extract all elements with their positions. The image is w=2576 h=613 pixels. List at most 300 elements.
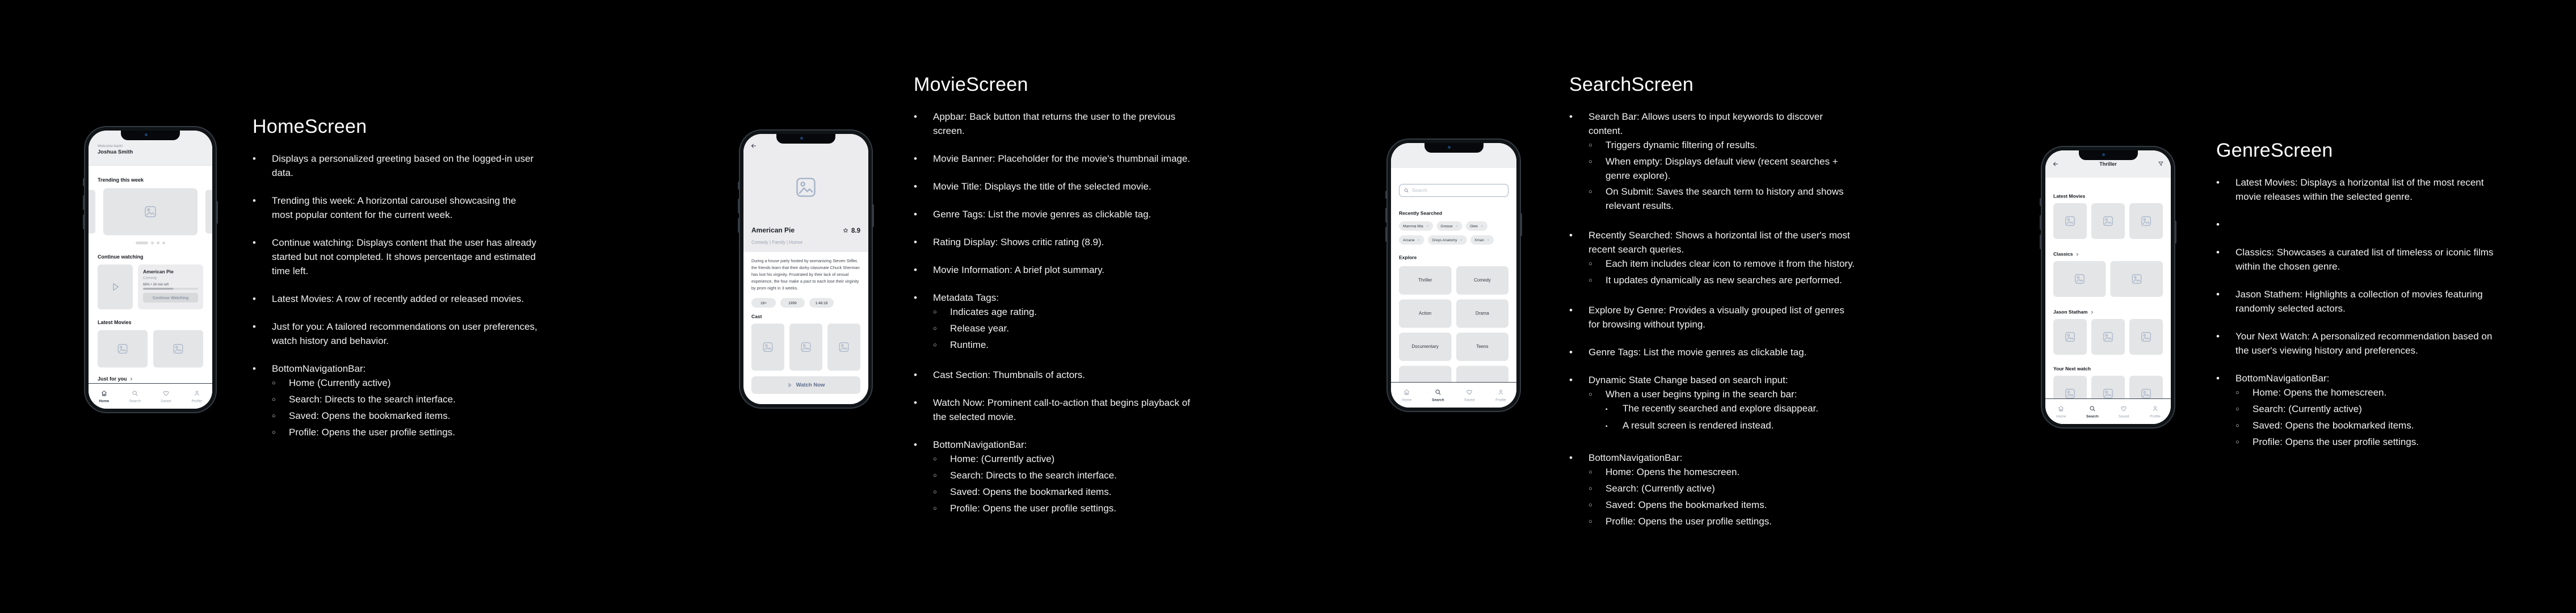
heart-icon bbox=[162, 389, 170, 397]
movie-banner bbox=[743, 134, 868, 252]
chip-label: Arcane bbox=[1403, 238, 1415, 242]
bullet-marker: ○ bbox=[2235, 422, 2239, 429]
bullet-text: Dynamic State Change based on search input: bbox=[1589, 375, 1788, 385]
continue-watching-row bbox=[98, 264, 203, 309]
bullet-item bbox=[914, 110, 1200, 138]
trending-heading: Trending this week bbox=[98, 177, 144, 183]
bullet-text: Indicates age rating. bbox=[950, 306, 1037, 317]
row-label: Your Next watch bbox=[2053, 366, 2091, 372]
bullet-text: Genre Tags: List the movie genres as clickable tag. bbox=[1589, 347, 1807, 358]
watch-now-label: Watch Now bbox=[796, 382, 825, 388]
explore-tile-documentary[interactable] bbox=[1399, 333, 1451, 361]
bullet-marker: • bbox=[914, 292, 917, 303]
bullet-marker: • bbox=[2216, 373, 2220, 384]
carousel-dots[interactable] bbox=[89, 242, 212, 245]
movie-tile[interactable] bbox=[789, 324, 822, 371]
bullet-text: Search: Directs to the search interface. bbox=[289, 394, 456, 405]
bullet-text: Profile: Opens the user profile settings. bbox=[289, 427, 455, 438]
bullet-item bbox=[1589, 138, 1856, 153]
chevron-right-icon bbox=[2090, 310, 2094, 314]
nav-item-home[interactable] bbox=[1391, 383, 1422, 408]
bullet-text: Rating Display: Shows critic rating (8.9). bbox=[933, 237, 1104, 247]
bullet-item bbox=[272, 425, 539, 440]
nav-label: Saved bbox=[2118, 414, 2129, 418]
image-placeholder-icon bbox=[839, 342, 850, 352]
bullet-text: Trending this week: A horizontal carousel showcasing the most popular content for the current week. bbox=[272, 195, 516, 220]
spec-bullets bbox=[253, 152, 539, 442]
nav-label: Search bbox=[129, 398, 141, 403]
trending-carousel[interactable] bbox=[89, 188, 212, 236]
bullet-item bbox=[253, 194, 539, 222]
bullet-item bbox=[2216, 287, 2503, 316]
bullet-text: It updates dynamically as new searches are performed. bbox=[1606, 275, 1842, 285]
image-placeholder-icon bbox=[2141, 331, 2151, 342]
bullet-text: Latest Movies: Displays a horizontal list of the most recent movie releases within the selected genre. bbox=[2235, 177, 2484, 202]
bullet-item bbox=[914, 438, 1200, 518]
phone-screen bbox=[89, 131, 212, 409]
recent-chip-glee[interactable] bbox=[1466, 221, 1487, 231]
bullet-item bbox=[1589, 257, 1856, 271]
genre-row-tiles bbox=[2053, 261, 2163, 297]
bullet-text: BottomNavigationBar: bbox=[2235, 373, 2330, 384]
row-label: Jason Statham bbox=[2053, 309, 2088, 315]
image-placeholder-icon bbox=[2065, 331, 2075, 342]
bullet-marker: ○ bbox=[933, 489, 937, 496]
bottom-navigation-bar bbox=[1391, 382, 1516, 408]
bullet-marker: • bbox=[914, 439, 917, 450]
explore-tile-teens[interactable] bbox=[1456, 333, 1508, 361]
back-arrow-icon[interactable] bbox=[2052, 161, 2059, 167]
nav-label: Profile bbox=[191, 398, 202, 403]
bullet-marker: ○ bbox=[933, 456, 937, 463]
bullet-text: Latest Movies: A row of recently added or released movies. bbox=[272, 293, 524, 304]
bullet-marker: ○ bbox=[1589, 391, 1592, 398]
bullet-text: On Submit: Saves the search term to history and shows relevant results. bbox=[1606, 186, 1844, 211]
movie-tile[interactable] bbox=[2129, 319, 2163, 355]
bullet-marker: • bbox=[1569, 111, 1573, 122]
bullet-item bbox=[933, 468, 1200, 483]
profile-icon bbox=[193, 389, 200, 397]
bullet-text: Runtime. bbox=[950, 339, 989, 350]
bullet-text: Search: (Currently active) bbox=[1606, 483, 1715, 494]
explore-tile-action[interactable] bbox=[1399, 300, 1451, 328]
bullet-item bbox=[1606, 401, 1856, 417]
nav-label: Profile bbox=[1495, 397, 1506, 402]
nav-label: Saved bbox=[161, 398, 171, 403]
bullet-marker: • bbox=[1569, 375, 1573, 385]
just-for-you-heading[interactable] bbox=[98, 376, 203, 383]
bullet-marker: ○ bbox=[272, 413, 276, 419]
bullet-marker: • bbox=[253, 237, 256, 248]
bullet-item bbox=[1569, 345, 1856, 359]
bullet-marker: ○ bbox=[1589, 518, 1592, 525]
bullet-marker: ○ bbox=[1589, 502, 1592, 509]
bullet-item bbox=[1589, 498, 1856, 513]
nav-item-profile[interactable] bbox=[1485, 383, 1516, 408]
chip-label: Mamma Mia bbox=[1403, 224, 1423, 228]
recent-chip-greys-anatomy[interactable] bbox=[1428, 236, 1466, 245]
search-icon bbox=[1434, 388, 1442, 396]
nav-label: Home bbox=[1401, 397, 1412, 402]
clear-icon[interactable] bbox=[1480, 225, 1484, 228]
bullet-marker: ○ bbox=[272, 380, 276, 387]
genre-row-heading bbox=[2053, 366, 2163, 372]
image-placeholder-icon bbox=[2065, 388, 2075, 399]
age-rating-tag[interactable]: 18+ bbox=[751, 298, 776, 308]
filter-icon[interactable] bbox=[2158, 161, 2164, 167]
bullet-item bbox=[2235, 385, 2503, 400]
bullet-marker: • bbox=[2216, 219, 2220, 230]
movie-tile[interactable] bbox=[2053, 203, 2087, 239]
latest-movies-heading: Latest Movies bbox=[98, 320, 132, 325]
bullet-item bbox=[253, 152, 539, 180]
clear-icon[interactable] bbox=[1487, 238, 1490, 242]
bullet-item bbox=[2216, 371, 2503, 451]
back-arrow-icon[interactable] bbox=[750, 142, 757, 149]
bullet-text: Explore by Genre: Provides a visually grouped list of genres for browsing without typing. bbox=[1589, 305, 1844, 330]
genre-row-heading[interactable] bbox=[2053, 251, 2163, 257]
bullet-marker: • bbox=[2216, 289, 2220, 300]
bullet-marker: • bbox=[1569, 230, 1573, 241]
bullet-item bbox=[253, 320, 539, 348]
bullet-item bbox=[1589, 514, 1856, 529]
genrescreen-spec bbox=[2216, 140, 2534, 465]
phone-screen bbox=[2045, 150, 2171, 424]
nav-item-profile[interactable] bbox=[2140, 399, 2171, 424]
chip-label: Greys Anatomy bbox=[1432, 238, 1457, 242]
phone-mockup-homescreen bbox=[84, 126, 217, 413]
bullet-marker: ○ bbox=[933, 309, 937, 316]
bullet-item bbox=[253, 292, 539, 306]
explore-tile-drama[interactable] bbox=[1456, 300, 1508, 328]
camera-dot bbox=[800, 137, 803, 140]
page-title: HomeScreen bbox=[253, 116, 367, 137]
nav-label: Home bbox=[2056, 414, 2066, 418]
bullet-marker: • bbox=[914, 264, 917, 275]
bullet-text: Watch Now: Prominent call-to-action that begins playback of the selected movie. bbox=[933, 397, 1190, 422]
bullet-text: Movie Information: A brief plot summary. bbox=[933, 264, 1105, 275]
clear-icon[interactable] bbox=[1417, 238, 1421, 242]
image-placeholder-icon bbox=[795, 177, 817, 198]
bullet-text: Saved: Opens the bookmarked items. bbox=[2253, 420, 2414, 431]
row-label: Latest Movies bbox=[2053, 194, 2086, 199]
heart-icon bbox=[1466, 388, 1473, 396]
nav-label: Home bbox=[99, 398, 110, 403]
movie-title: American Pie bbox=[751, 226, 795, 234]
nav-item-home[interactable] bbox=[89, 384, 120, 409]
nav-item-saved[interactable] bbox=[1454, 383, 1485, 408]
bullet-item bbox=[2216, 217, 2503, 232]
image-placeholder-icon bbox=[2074, 274, 2085, 284]
explore-tile-comedy[interactable] bbox=[1456, 266, 1508, 295]
image-placeholder-icon bbox=[173, 343, 184, 354]
bullet-text: Release year. bbox=[950, 323, 1009, 334]
bullet-text: Search: (Currently active) bbox=[2253, 404, 2362, 414]
recently-searched-heading: Recently Searched bbox=[1399, 211, 1443, 216]
movie-tile[interactable] bbox=[2053, 319, 2087, 355]
homescreen-spec bbox=[253, 116, 570, 455]
bullet-item bbox=[933, 321, 1200, 336]
continue-watching-thumbnail[interactable] bbox=[98, 264, 133, 309]
bullet-item bbox=[2216, 329, 2503, 358]
tile-label: Action bbox=[1419, 311, 1432, 316]
home-icon bbox=[2057, 405, 2065, 412]
image-placeholder-icon bbox=[2103, 388, 2113, 399]
page-title: SearchScreen bbox=[1569, 74, 1694, 95]
camera-dot bbox=[2102, 153, 2105, 156]
bullet-item bbox=[272, 392, 539, 407]
chip-label: Grease bbox=[1440, 224, 1453, 228]
spec-bullets bbox=[1569, 110, 1856, 531]
bullet-text: Displays a personalized greeting based on the logged-in user data. bbox=[272, 153, 534, 178]
phone-notch bbox=[776, 134, 835, 144]
bullet-marker: • bbox=[914, 111, 917, 122]
page-title: MovieScreen bbox=[914, 74, 1028, 95]
bullet-marker: • bbox=[253, 195, 256, 206]
movie-tile[interactable] bbox=[2129, 203, 2163, 239]
progress-fill bbox=[143, 288, 173, 290]
bullet-marker: • bbox=[253, 363, 256, 374]
bullet-text: Triggers dynamic filtering of results. bbox=[1606, 140, 1758, 150]
bullet-text: Search Bar: Allows users to input keywords to discover content. bbox=[1589, 111, 1823, 136]
genre-row-heading[interactable] bbox=[2053, 309, 2163, 315]
recent-chip-arcane[interactable] bbox=[1399, 236, 1424, 245]
bullet-item bbox=[1589, 481, 1856, 496]
image-placeholder-icon bbox=[2141, 388, 2151, 399]
bullet-text: Profile: Opens the user profile settings. bbox=[950, 503, 1116, 514]
bullet-marker: ○ bbox=[1589, 485, 1592, 492]
image-placeholder-icon bbox=[2065, 216, 2075, 226]
bullet-text: Saved: Opens the bookmarked items. bbox=[950, 486, 1112, 497]
latest-movies-row bbox=[98, 330, 203, 368]
chevron-right-icon bbox=[129, 377, 134, 381]
carousel-item[interactable] bbox=[103, 188, 197, 236]
bullet-item bbox=[2235, 402, 2503, 417]
search-placeholder: Search bbox=[1412, 187, 1427, 193]
bullet-item bbox=[2216, 245, 2503, 274]
image-placeholder-icon bbox=[2103, 216, 2113, 226]
explore-heading: Explore bbox=[1399, 255, 1417, 261]
nav-item-search[interactable] bbox=[120, 384, 151, 409]
recent-chip-xman[interactable] bbox=[1470, 236, 1494, 245]
greeting-text: Welcome back! bbox=[98, 144, 123, 148]
carousel-item-partial[interactable] bbox=[89, 190, 95, 234]
bullet-item bbox=[914, 291, 1200, 354]
continue-watching-card[interactable] bbox=[138, 264, 203, 309]
home-icon bbox=[100, 389, 108, 397]
release-year-tag[interactable]: 1999 bbox=[780, 298, 805, 308]
bullet-item bbox=[933, 501, 1200, 516]
bullet-item bbox=[1569, 228, 1856, 289]
bullet-text: Movie Title: Displays the title of the selected movie. bbox=[933, 181, 1152, 192]
bullet-item bbox=[253, 236, 539, 278]
bullet-item bbox=[1589, 184, 1856, 213]
movie-tile[interactable] bbox=[2091, 319, 2125, 355]
movie-title-row bbox=[751, 226, 860, 234]
search-icon bbox=[2088, 405, 2096, 412]
bullet-item bbox=[272, 376, 539, 391]
bullet-text: Profile: Opens the user profile settings. bbox=[2253, 436, 2419, 447]
nav-item-search[interactable] bbox=[1422, 383, 1453, 408]
nav-item-search[interactable] bbox=[2077, 399, 2108, 424]
metadata-tags bbox=[751, 298, 860, 308]
movie-genre: Comedy bbox=[143, 275, 157, 280]
bullet-marker: ○ bbox=[1589, 158, 1592, 165]
movie-tile[interactable] bbox=[2053, 261, 2106, 297]
movie-tile[interactable] bbox=[827, 324, 860, 371]
tile-label: Comedy bbox=[1473, 278, 1491, 283]
bottom-navigation-bar bbox=[89, 383, 212, 409]
progress-text: 68% • 34 min left bbox=[143, 282, 169, 287]
bullet-item bbox=[914, 368, 1200, 382]
movie-tile[interactable] bbox=[2091, 203, 2125, 239]
spec-bullets bbox=[914, 110, 1200, 518]
nav-label: Search bbox=[2086, 414, 2099, 418]
moviescreen-spec bbox=[914, 74, 1232, 531]
bullet-text: BottomNavigationBar: bbox=[933, 439, 1027, 450]
recent-chip-mamma-mia[interactable] bbox=[1399, 221, 1433, 231]
bullet-marker: • bbox=[914, 209, 917, 220]
bullet-text: Saved: Opens the bookmarked items. bbox=[1606, 499, 1767, 510]
image-placeholder-icon bbox=[2131, 274, 2142, 284]
genre-tags[interactable]: Comedy | Family | Humor bbox=[751, 240, 803, 245]
bullet-text: BottomNavigationBar: bbox=[1589, 452, 1683, 463]
recent-chips-row bbox=[1399, 221, 1508, 245]
progress-bar bbox=[143, 288, 198, 290]
row-label: Classics bbox=[2053, 251, 2073, 257]
movie-tile[interactable] bbox=[98, 330, 148, 368]
user-name: Joshua Smith bbox=[98, 149, 133, 155]
bullet-item bbox=[914, 235, 1200, 249]
nav-item-home[interactable] bbox=[2045, 399, 2077, 424]
bullet-marker: • bbox=[2216, 331, 2220, 342]
bullet-text: Your Next Watch: A personalized recommendation based on the user's viewing history and preferences. bbox=[2235, 331, 2493, 356]
tile-label: Teens bbox=[1476, 344, 1489, 349]
bullet-text: Continue watching: Displays content that the user has already started but not completed. It shows percentage and estimated time left. bbox=[272, 237, 536, 276]
bullet-marker: ○ bbox=[2235, 439, 2239, 446]
camera-dot bbox=[1448, 146, 1451, 149]
explore-tile-thriller[interactable] bbox=[1399, 266, 1451, 295]
clear-icon[interactable] bbox=[1426, 225, 1429, 228]
bullet-marker: ▪ bbox=[1606, 406, 1608, 413]
bullet-marker: ○ bbox=[2235, 406, 2239, 413]
page-title: GenreScreen bbox=[2216, 140, 2333, 161]
home-icon bbox=[1403, 388, 1410, 396]
bullet-item bbox=[1589, 465, 1856, 480]
bullet-item bbox=[933, 305, 1200, 320]
bullet-marker: ○ bbox=[933, 325, 937, 332]
bullet-marker: ○ bbox=[1589, 188, 1592, 195]
bullet-item bbox=[1569, 110, 1856, 215]
bullet-marker: ▪ bbox=[1606, 423, 1608, 430]
phone-notch bbox=[1424, 143, 1484, 153]
bullet-item bbox=[1606, 418, 1856, 434]
movie-description: During a house party hosted by womanizing Steven Stifler, the friends learn that their dorky classmate Chuck Sherman has lost his virginity. Frustrated by their lack of sexual experience, the four make a pact to each lose their virginity by prom night in 3 weeks. bbox=[751, 259, 860, 291]
bullet-text: Movie Banner: Placeholder for the movie's thumbnail image. bbox=[933, 153, 1191, 164]
bullet-text: Home (Currently active) bbox=[289, 377, 391, 388]
bullet-text bbox=[2235, 217, 2503, 232]
bullet-text: Each item includes clear icon to remove it from the history. bbox=[1606, 258, 1855, 269]
recent-chip-grease[interactable] bbox=[1436, 221, 1462, 231]
bullet-marker: ○ bbox=[1589, 277, 1592, 284]
bullet-item bbox=[2235, 418, 2503, 433]
bullet-marker: • bbox=[253, 153, 256, 164]
bullet-text: Classics: Showcases a curated list of timeless or iconic films within the chosen genre. bbox=[2235, 247, 2494, 272]
chevron-right-icon bbox=[2075, 252, 2080, 257]
bullet-item bbox=[1589, 387, 1856, 435]
phone-mockup-searchscreen bbox=[1386, 138, 1521, 412]
heart-icon bbox=[2120, 405, 2128, 412]
play-icon bbox=[110, 281, 121, 293]
rating-value: 8.9 bbox=[851, 226, 860, 234]
bullet-text: Profile: Opens the user profile settings. bbox=[1606, 516, 1772, 527]
nav-item-saved[interactable] bbox=[150, 384, 182, 409]
bullet-item bbox=[914, 207, 1200, 221]
search-input[interactable] bbox=[1399, 184, 1508, 197]
searchscreen-spec bbox=[1569, 74, 1887, 544]
movie-tile[interactable] bbox=[2111, 261, 2163, 297]
image-placeholder-icon bbox=[2141, 216, 2151, 226]
camera-dot bbox=[145, 133, 148, 136]
bullet-text: Home: (Currently active) bbox=[950, 454, 1055, 464]
bullet-marker: • bbox=[2216, 247, 2220, 258]
phone-screen bbox=[1391, 143, 1516, 408]
continue-watching-heading: Continue watching bbox=[98, 254, 144, 260]
clear-icon[interactable] bbox=[1455, 225, 1459, 228]
movie-tile[interactable] bbox=[153, 330, 203, 368]
genre-row-tiles bbox=[2053, 319, 2163, 355]
clear-icon[interactable] bbox=[1460, 238, 1463, 242]
bullet-marker: • bbox=[1569, 305, 1573, 316]
movie-tile[interactable] bbox=[751, 324, 784, 371]
phone-mockup-genrescreen bbox=[2041, 146, 2175, 429]
image-placeholder-icon bbox=[117, 343, 128, 354]
bullet-text: Just for you: A tailored recommendations on user preferences, watch history and behavior. bbox=[272, 321, 537, 346]
carousel-item-partial[interactable] bbox=[205, 190, 212, 234]
bullet-marker: • bbox=[1569, 347, 1573, 358]
explore-grid bbox=[1399, 266, 1508, 394]
bullet-marker: ○ bbox=[933, 505, 937, 512]
genre-row-tiles bbox=[2053, 203, 2163, 239]
bullet-item bbox=[2235, 435, 2503, 450]
play-icon bbox=[787, 383, 793, 388]
bullet-marker: • bbox=[2216, 177, 2220, 188]
continue-watching-button[interactable]: Continue Watching bbox=[143, 293, 198, 303]
chip-label: Glee bbox=[1470, 224, 1478, 228]
spec-bullets bbox=[2216, 175, 2503, 451]
search-icon bbox=[131, 389, 138, 397]
bullet-item bbox=[914, 152, 1200, 166]
nav-label: Profile bbox=[2150, 414, 2161, 418]
bullet-marker: ○ bbox=[2235, 389, 2239, 396]
bullet-item bbox=[272, 409, 539, 423]
runtime-tag[interactable]: 1:46:18 bbox=[809, 298, 834, 308]
bullet-marker: ○ bbox=[1589, 142, 1592, 149]
bullet-text: BottomNavigationBar: bbox=[272, 363, 366, 374]
image-placeholder-icon bbox=[144, 205, 157, 218]
image-placeholder-icon bbox=[763, 342, 774, 352]
nav-item-profile[interactable] bbox=[182, 384, 213, 409]
nav-item-saved[interactable] bbox=[2108, 399, 2140, 424]
bullet-item bbox=[914, 263, 1200, 277]
bullet-item bbox=[1569, 303, 1856, 331]
image-placeholder-icon bbox=[2103, 331, 2113, 342]
bullet-text: A result screen is rendered instead. bbox=[1623, 420, 1774, 431]
bullet-marker: • bbox=[1569, 452, 1573, 463]
watch-now-button[interactable] bbox=[751, 376, 860, 394]
bullet-text: Search: Directs to the search interface. bbox=[950, 470, 1117, 481]
tile-label: Documentary bbox=[1411, 344, 1439, 349]
